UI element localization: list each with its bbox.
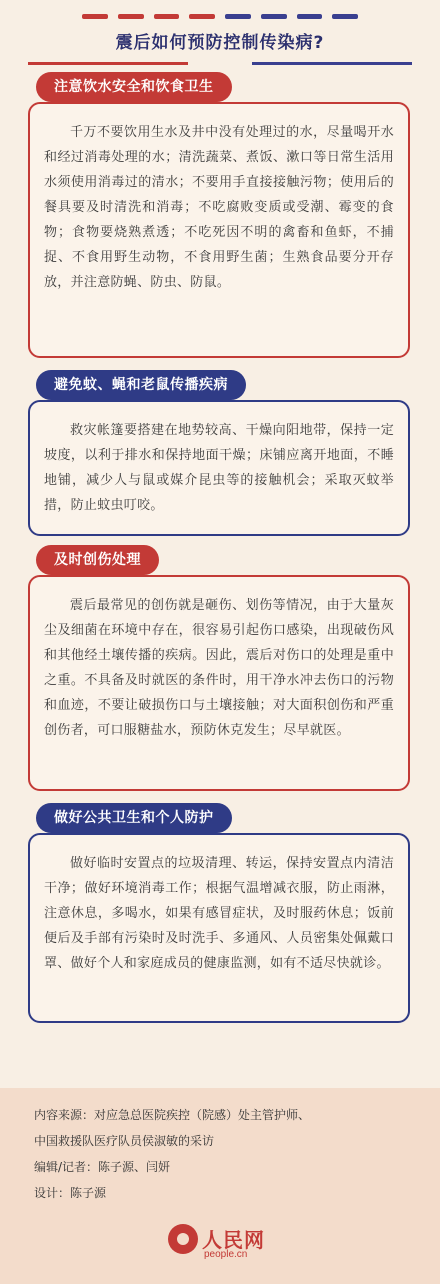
section-heading: 及时创伤处理 <box>36 545 159 575</box>
section-body: 做好临时安置点的垃圾清理、转运，保持安置点内清洁干净；做好环境消毒工作；根据气温增减衣服，防止雨淋，注意休息，多喝水，如果有感冒症状，及时服药休息；饭前便后及手部有污染时及时洗手、多通风、人员密集处佩戴口罩、做好个人和家庭成员的健康监测，如有不适尽快就诊。 <box>44 856 394 971</box>
credits-footer <box>0 1088 440 1284</box>
section-box <box>28 102 410 358</box>
section-heading: 注意饮水安全和饮食卫生 <box>36 72 232 102</box>
page-title: 震后如何预防控制传染病? <box>115 33 325 53</box>
content-source-continued: 中国救援队医疗队员侯淑敏的采访 <box>34 1134 215 1148</box>
section-box <box>28 833 410 1023</box>
section-box <box>28 575 410 791</box>
section-body: 震后最常见的创伤就是砸伤、划伤等情况，由于大量灰尘及细菌在环境中存在，很容易引起伤口感染，出现破伤风和其他经土壤传播的疾病。因此，震后对伤口的处理是重中之重。不具备及时就医的条件时，用干净水冲去伤口的污物和血迹，不要让破损伤口与土壤接触；对大面积创伤和严重创伤者，可口服糖盐水，预防休克发生；尽早就医。 <box>44 598 394 738</box>
decorative-stripes <box>82 14 358 22</box>
logo-name: 人民网 <box>202 1228 265 1252</box>
section-body: 救灾帐篷要搭建在地势较高、干燥向阳地带，保持一定坡度，以利于排水和保持地面干燥；床铺应离开地面，不睡地铺，减少人与鼠或媒介昆虫等的接触机会；采取灭蚊举措，防止蚊虫叮咬。 <box>44 423 394 513</box>
title-underline-red <box>28 62 188 65</box>
section-heading: 做好公共卫生和个人防护 <box>36 803 232 833</box>
section-heading: 避免蚊、蝇和老鼠传播疾病 <box>36 370 246 400</box>
logo-mark-icon <box>168 1224 198 1254</box>
credits-text <box>34 1102 310 1206</box>
section-body: 千万不要饮用生水及井中没有处理过的水，尽量喝开水和经过消毒处理的水；清洗蔬菜、煮饭、漱口等日常生活用水须使用消毒过的清水；不要用手直接接触污物；使用后的餐具要及时清洗和消毒；不吃腐败变质或受潮、霉变的食物；食物要烧熟煮透；不吃死因不明的禽畜和鱼虾，不捕捉、不食用野生动物，不食用野生菌；生熟食品要分开存放，并注意防蝇、防虫、防鼠。 <box>44 125 394 290</box>
title-underline-blue <box>252 62 412 65</box>
section-box <box>28 400 410 536</box>
logo-site: people.cn <box>204 1249 248 1260</box>
people-daily-logo <box>168 1218 278 1264</box>
editor-credit: 编辑/记者：陈子源、闫妍 <box>34 1160 171 1174</box>
title-banner <box>0 0 440 60</box>
designer-credit: 设计：陈子源 <box>34 1186 107 1200</box>
content-source: 内容来源：对应急总医院疾控（院感）处主管护师、 <box>34 1108 311 1122</box>
